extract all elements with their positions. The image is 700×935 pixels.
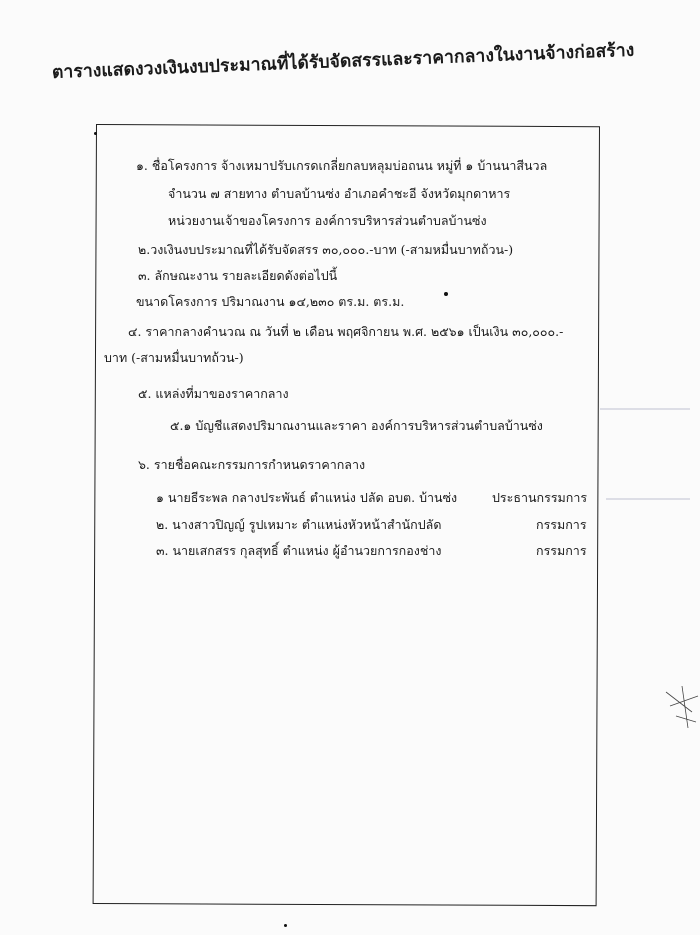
item-3-heading: ๓. ลักษณะงาน รายละเอียดดังต่อไปนี้ [138, 268, 338, 283]
item-5-source: ๕.๑ บัญชีแสดงปริมาณงานและราคา องค์การบริหารส่วนตำบลบ้านซ่ง [170, 418, 543, 433]
item-6-heading: ๖. รายชื่อคณะกรรมการกำหนดราคากลาง [138, 457, 366, 472]
item-3-size: ขนาดโครงการ ปริมาณงาน ๑๔,๒๓๐ ตร.ม. ตร.ม. [136, 294, 405, 309]
ink-dot [94, 132, 97, 135]
bleed-through-mark [600, 408, 690, 410]
ink-dot [444, 292, 448, 296]
item-2-budget: ๒.วงเงินงบประมาณที่ได้รับจัดสรร ๓๐,๐๐๐.-บาท (-สามหมื่นบาทถ้วน-) [138, 242, 514, 257]
committee-member-3-name: ๓. นายเสกสรร กุลสุทธิ์ ตำแหน่ง ผู้อำนวยการกองช่าง [156, 543, 442, 558]
item-1-project-name: ๑. ชื่อโครงการ จ้างเหมาปรับเกรดเกลี่ยกลบหลุมบ่อถนน หมู่ที่ ๑ บ้านนาสีนวล [136, 158, 548, 173]
ink-dot [284, 924, 287, 927]
committee-member-3-role: กรรมการ [536, 543, 587, 558]
item-1-location: จำนวน ๗ สายทาง ตำบลบ้านซ่ง อำเภอคำชะอี จังหวัดมุกดาหาร [168, 186, 511, 201]
committee-member-2-role: กรรมการ [536, 517, 587, 532]
signature-scribble [662, 672, 700, 732]
item-5-heading: ๕. แหล่งที่มาของราคากลาง [138, 386, 289, 401]
committee-member-1-role: ประธานกรรมการ [492, 490, 588, 505]
item-4-amount-text: บาท (-สามหมื่นบาทถ้วน-) [104, 350, 244, 365]
item-4-median-price: ๔. ราคากลางคำนวณ ณ วันที่ ๒ เดือน พฤศจิกายน พ.ศ. ๒๕๖๑ เป็นเงิน ๓๐,๐๐๐.- [128, 324, 564, 339]
item-1-agency: หน่วยงานเจ้าของโครงการ องค์การบริหารส่วนตำบลบ้านซ่ง [168, 213, 487, 228]
committee-member-1-name: ๑ นายธีระพล กลางประพันธ์ ตำแหน่ง ปลัด อบต. บ้านซ่ง [156, 490, 458, 505]
bleed-through-mark [606, 498, 690, 500]
document-title: ตารางแสดงวงเงินงบประมาณที่ได้รับจัดสรรและราคากลางในงานจ้างก่อสร้าง [51, 40, 635, 83]
committee-member-2-name: ๒. นางสาวปิญญ์ รูปเหมาะ ตำแหน่งหัวหน้าสำนักปลัด [156, 517, 442, 532]
